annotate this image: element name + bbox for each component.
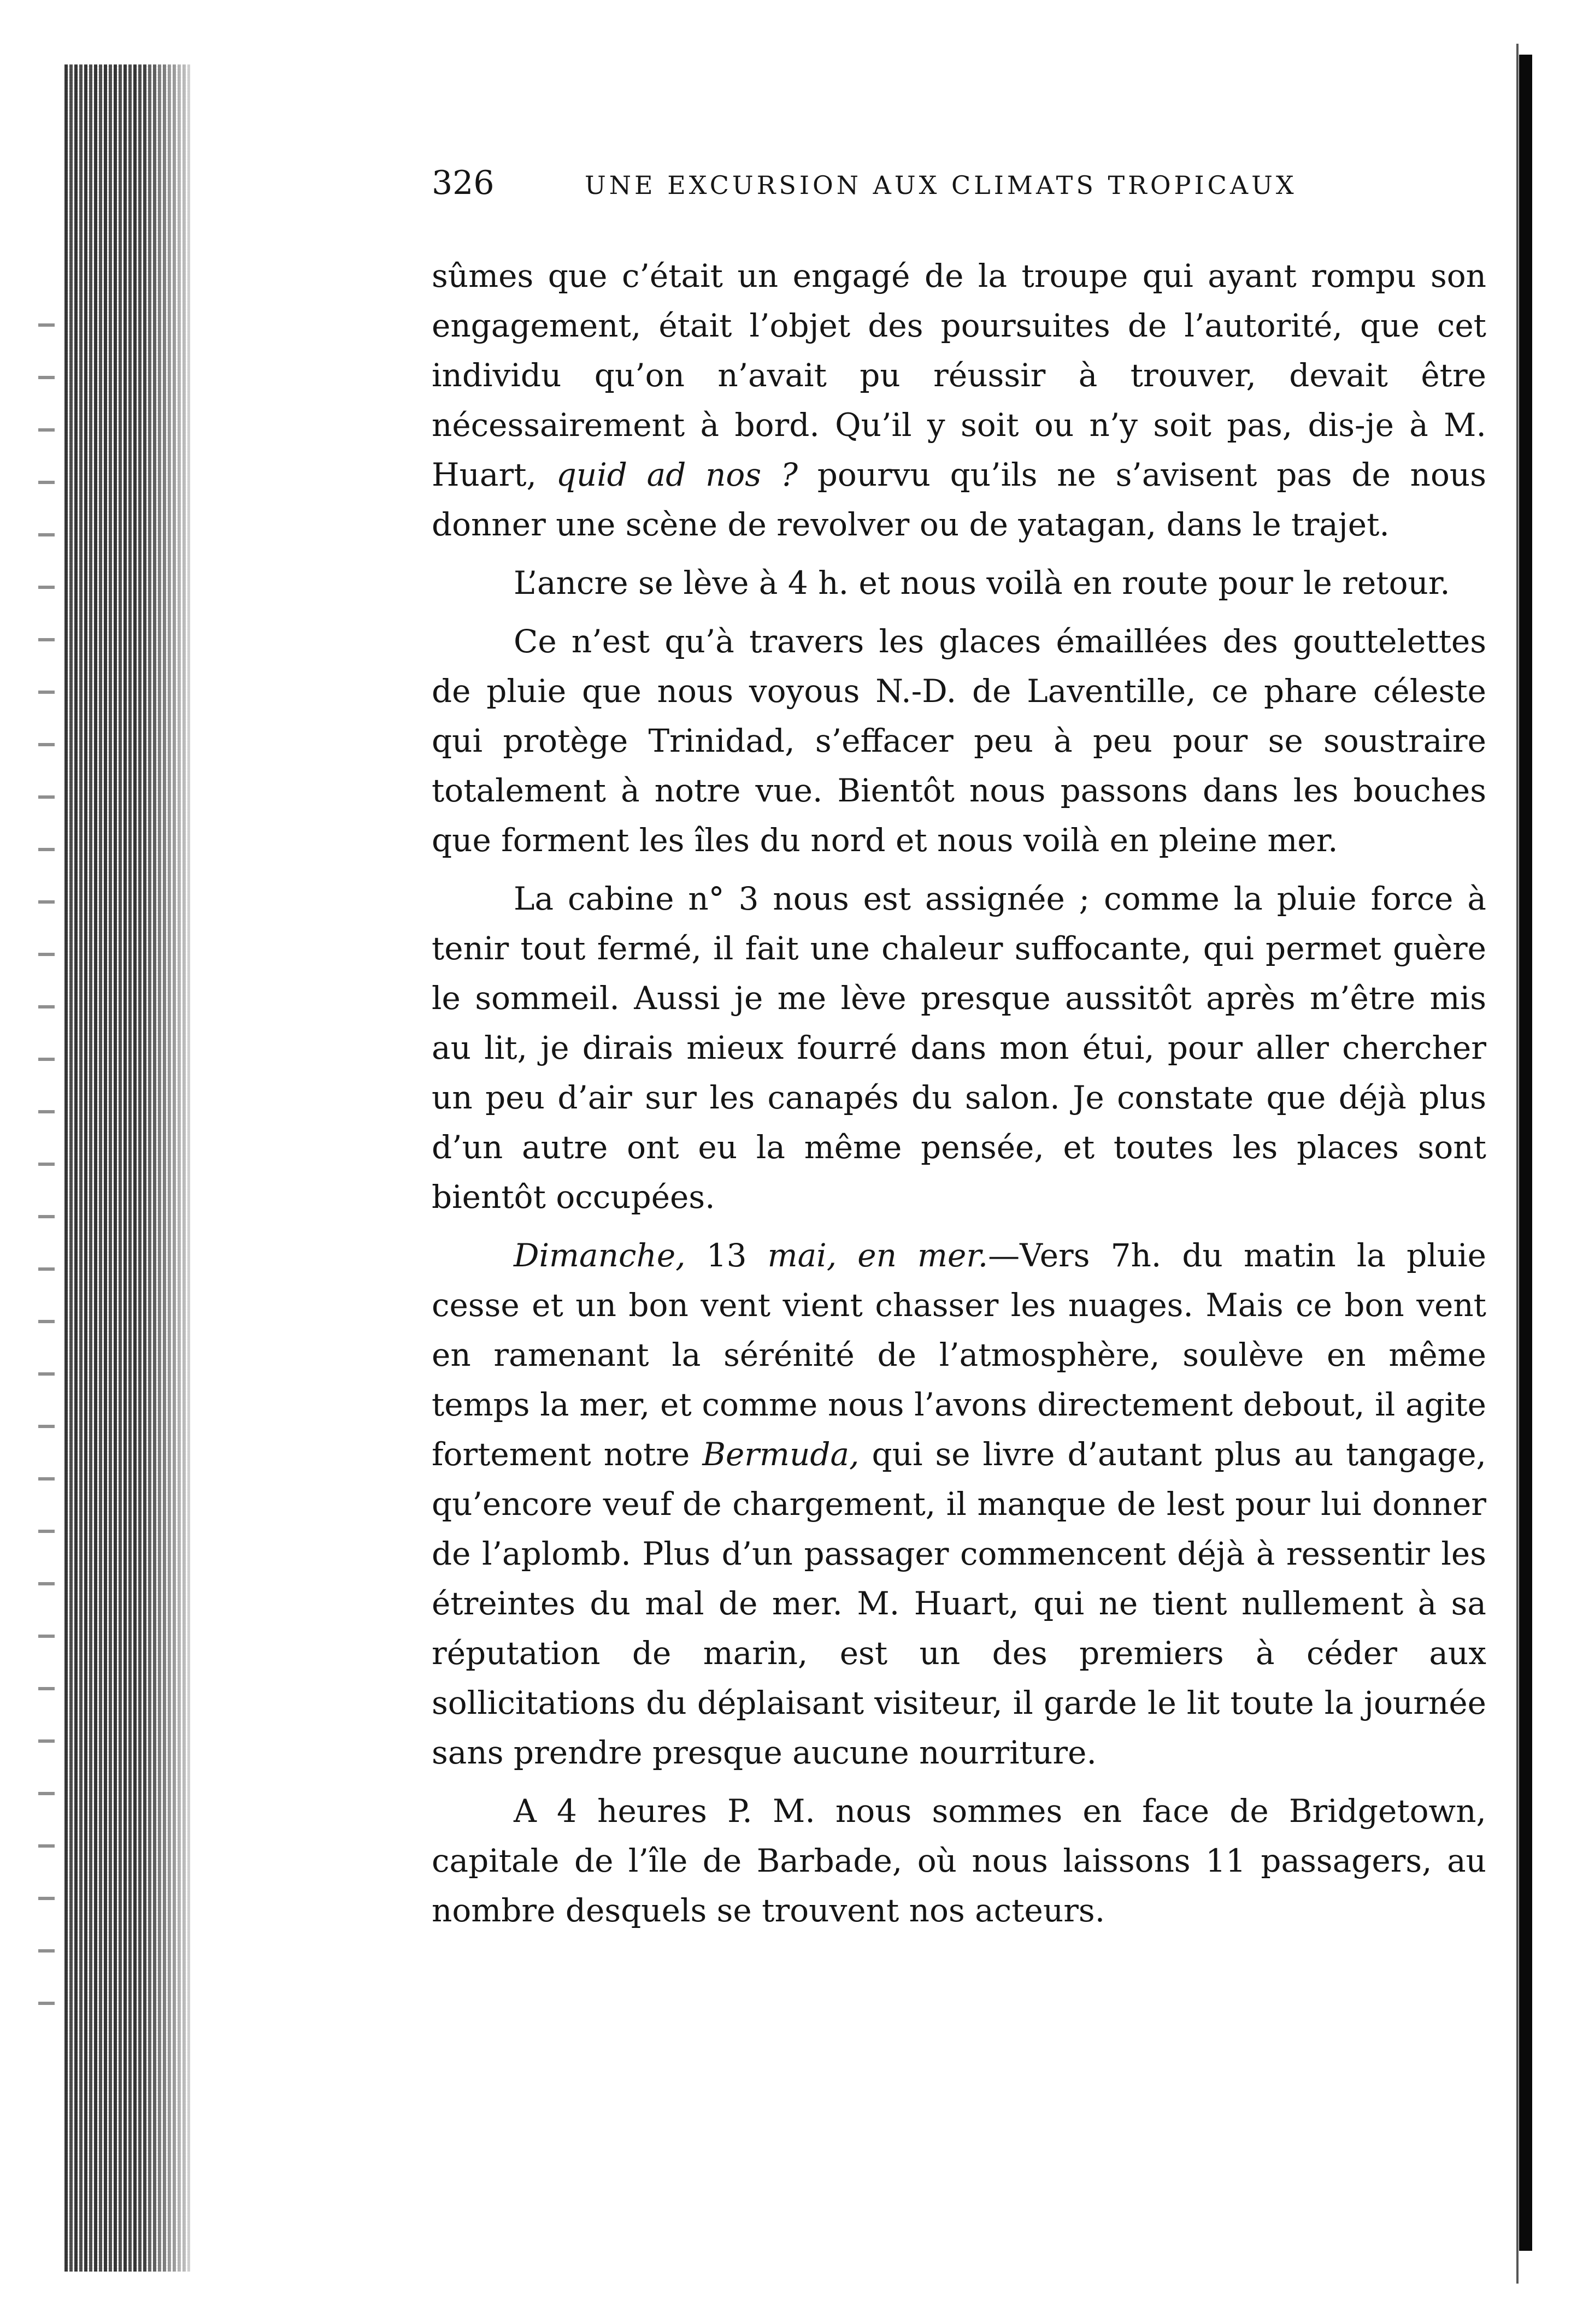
scan-border-right — [1519, 55, 1532, 2251]
scan-border-left — [64, 64, 190, 2272]
paragraph-2: L’ancre se lève à 4 h. et nous voilà en route pour le retour. — [514, 564, 1450, 601]
date-day: Dimanche, — [514, 1237, 686, 1274]
latin-phrase: quid ad nos ? — [556, 456, 798, 493]
paragraph-3: Ce n’est qu’à travers les glaces émaillées des gouttelettes de pluie que nous voyous N.-D. de Laventille, ce phare céleste qui protège Trinidad, s’effacer peu à peu pour se soustraire totalement à notre vue. Bientôt nous passons dans les bouches que forment les îles du nord et nous voilà en pleine mer. — [432, 623, 1486, 859]
book-page — [432, 164, 1486, 1936]
paragraph-1: sûmes que c’était un engagé de la troupe qui ayant rompu son engagement, était l’objet des poursuites de l’autorité, que cet individu qu’on n’avait pu réussir à trouver, devait être nécessairement à bord. Qu’il y soit ou n’y soit pas, dis-je à M. Huart, quid ad nos ? pourvu qu’ils ne s’avisent pas de nous donner une scène de revolver ou de yatagan, dans le trajet. — [432, 257, 1487, 543]
running-title: UNE EXCURSION AUX CLIMATS TROPICAUX — [585, 170, 1297, 200]
scan-border-right-line — [1516, 44, 1519, 2284]
paragraph-6: A 4 heures P. M. nous sommes en face de Bridgetown, capitale de l’île de Barbade, où nous laissons 11 passagers, au nombre desquels se trouvent nos acteurs. — [432, 1792, 1486, 1929]
paragraph-5: Dimanche, 13 mai, en mer.—Vers 7h. du matin la pluie cesse et un bon vent vient chasser les nuages. Mais ce bon vent en ramenant la sérénité de l’atmosphère, soulève en même temps la mer, et comme nous l’avons directement debout, il agite fortement notre Bermuda, qui se livre d’autant plus au tangage, qu’encore veuf de chargement, il manque de lest pour lui donner de l’aplomb. Plus d’un passager commencent déjà à ressentir les étreintes du mal de mer. M. Huart, qui ne tient nullement à sa réputation de marin, est un des premiers à céder aux sollicitations du déplaisant visiteur, il garde le lit toute la journée sans prendre presque aucune nourriture. — [432, 1237, 1486, 1771]
scan-tick-marks — [38, 306, 55, 2054]
running-head — [432, 164, 1486, 229]
ship-name: Bermuda, — [702, 1436, 860, 1473]
paragraph-4: La cabine n° 3 nous est assignée ; comme la pluie force à tenir tout fermé, il fait une chaleur suffocante, qui permet guère le sommeil. Aussi je me lève presque aussitôt après m’être mis au lit, je dirais mieux fourré dans mon étui, pour aller chercher un peu d’air sur les canapés du salon. Je constate que déjà plus d’un autre ont eu la même pensée, et toutes les places sont bientôt occupées. — [432, 880, 1486, 1216]
date-location: mai, en mer. — [767, 1237, 988, 1274]
page-number: 326 — [432, 164, 495, 202]
